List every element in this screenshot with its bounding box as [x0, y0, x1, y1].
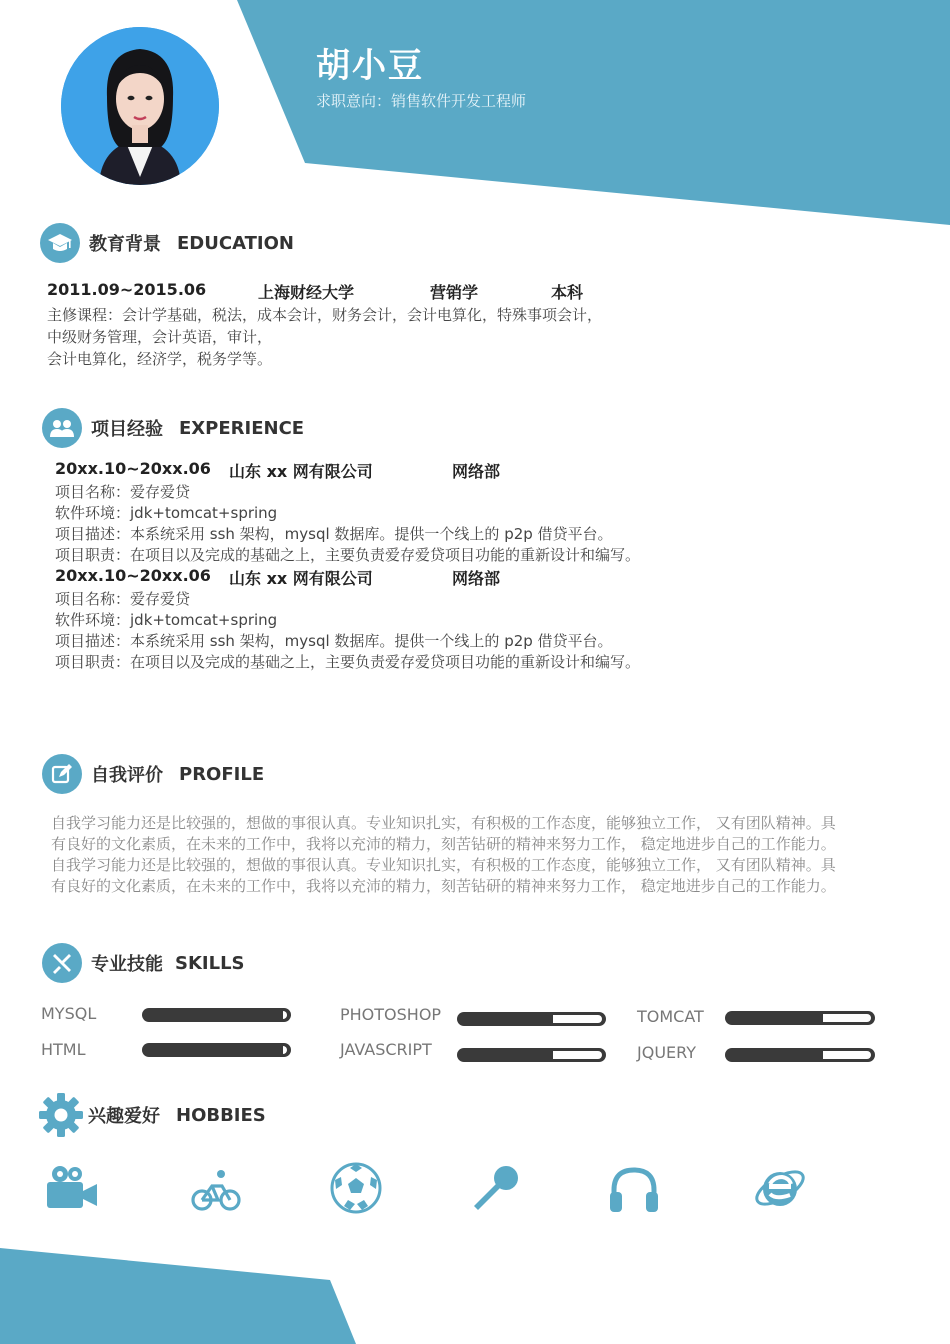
- education-courses-line: 主修课程：会计学基础，税法，成本会计，财务会计，会计电算化，特殊事项会计，: [47, 306, 603, 324]
- skill-name: MYSQL: [41, 1004, 97, 1023]
- skills-title: 专业技能: [91, 954, 163, 975]
- profile-line: 自我学习能力还是比较强的，想做的事很认真。专业知识扎实，有积极的工作态度，能够独立工作， 又有团队精神。具: [51, 814, 836, 832]
- education-period: 2011.09~2015.06: [47, 280, 207, 299]
- skill-name: TOMCAT: [637, 1007, 704, 1026]
- experience-dept: 网络部: [452, 462, 501, 481]
- education-title: 教育背景: [89, 234, 161, 255]
- header-banner: [237, 0, 950, 225]
- experience-title-en: EXPERIENCE: [179, 417, 305, 439]
- hobbies-title: 兴趣爱好: [88, 1106, 160, 1127]
- experience-description: 项目描述：本系统采用 ssh 架构，mysql 数据库。提供一个线上的 p2p 借贷平台。: [55, 525, 613, 543]
- education-major: 营销学: [430, 283, 479, 302]
- skills-title-en: SKILLS: [175, 952, 245, 974]
- gear-icon: [38, 1092, 84, 1138]
- football-icon: [328, 1160, 384, 1216]
- team-icon: [42, 408, 82, 448]
- microphone-icon: [468, 1160, 524, 1216]
- experience-dept: 网络部: [452, 569, 501, 588]
- footer-banner: [0, 1248, 356, 1344]
- education-degree: 本科: [551, 283, 584, 302]
- internet-explorer-icon: [752, 1160, 808, 1216]
- skill-name: JQUERY: [637, 1043, 696, 1062]
- experience-environment: 软件环境：jdk+tomcat+spring: [55, 611, 278, 629]
- skill-bar-mysql: [142, 1008, 291, 1022]
- experience-project-name: 项目名称：爱存爱贷: [55, 590, 191, 608]
- profile-line: 有良好的文化素质，在未来的工作中，我将以充沛的精力，刻苦钻研的精神来努力工作， 稳定地进步自己的工作能力。: [51, 877, 836, 895]
- education-heading: [40, 223, 294, 263]
- candidate-name: 胡小豆: [316, 46, 424, 86]
- profile-title: 自我评价: [91, 765, 163, 786]
- profile-title-en: PROFILE: [179, 763, 265, 785]
- job-intent: 求职意向：销售软件开发工程师: [316, 92, 527, 110]
- experience-heading: [42, 408, 304, 448]
- experience-company: 山东 xx 网有限公司: [229, 462, 373, 481]
- tools-icon: [42, 943, 82, 983]
- profile-line: 有良好的文化素质，在未来的工作中，我将以充沛的精力，刻苦钻研的精神来努力工作， 稳定地进步自己的工作能力。: [51, 835, 836, 853]
- skills-heading: [42, 943, 245, 983]
- skill-bar-photoshop: [457, 1012, 606, 1026]
- education-school: 上海财经大学: [258, 283, 355, 302]
- experience-title: 项目经验: [91, 419, 163, 440]
- profile-line: 自我学习能力还是比较强的，想做的事很认真。专业知识扎实，有积极的工作态度，能够独立工作， 又有团队精神。具: [51, 856, 836, 874]
- experience-period: 20xx.10~20xx.06: [55, 459, 211, 478]
- education-courses-line: 会计电算化，经济学，税务学等。: [47, 350, 273, 368]
- experience-duty: 项目职责：在项目以及完成的基础之上，主要负责爱存爱贷项目功能的重新设计和编写。: [55, 546, 641, 564]
- skill-bar-javascript: [457, 1048, 606, 1062]
- experience-environment: 软件环境：jdk+tomcat+spring: [55, 504, 278, 522]
- edit-icon: [42, 754, 82, 794]
- education-title-en: EDUCATION: [177, 232, 294, 254]
- bicycle-icon: [188, 1164, 244, 1220]
- skill-bar-html: [142, 1043, 291, 1057]
- experience-period: 20xx.10~20xx.06: [55, 566, 211, 585]
- hobbies-title-en: HOBBIES: [176, 1104, 266, 1126]
- skill-name: HTML: [41, 1040, 86, 1059]
- skill-bar-jquery: [725, 1048, 875, 1062]
- skill-name: JAVASCRIPT: [340, 1040, 432, 1059]
- avatar: [61, 27, 219, 185]
- experience-description: 项目描述：本系统采用 ssh 架构，mysql 数据库。提供一个线上的 p2p 借贷平台。: [55, 632, 613, 650]
- skill-name: PHOTOSHOP: [340, 1005, 442, 1024]
- experience-company: 山东 xx 网有限公司: [229, 569, 373, 588]
- skill-bar-tomcat: [725, 1011, 875, 1025]
- profile-heading: [42, 754, 264, 794]
- graduation-cap-icon: [40, 223, 80, 263]
- experience-project-name: 项目名称：爱存爱贷: [55, 483, 191, 501]
- video-camera-icon: [44, 1162, 100, 1218]
- experience-duty: 项目职责：在项目以及完成的基础之上，主要负责爱存爱贷项目功能的重新设计和编写。: [55, 653, 641, 671]
- education-courses-line: 中级财务管理，会计英语，审计，: [47, 328, 273, 346]
- hobbies-heading: [38, 1092, 266, 1138]
- headphones-icon: [606, 1162, 662, 1218]
